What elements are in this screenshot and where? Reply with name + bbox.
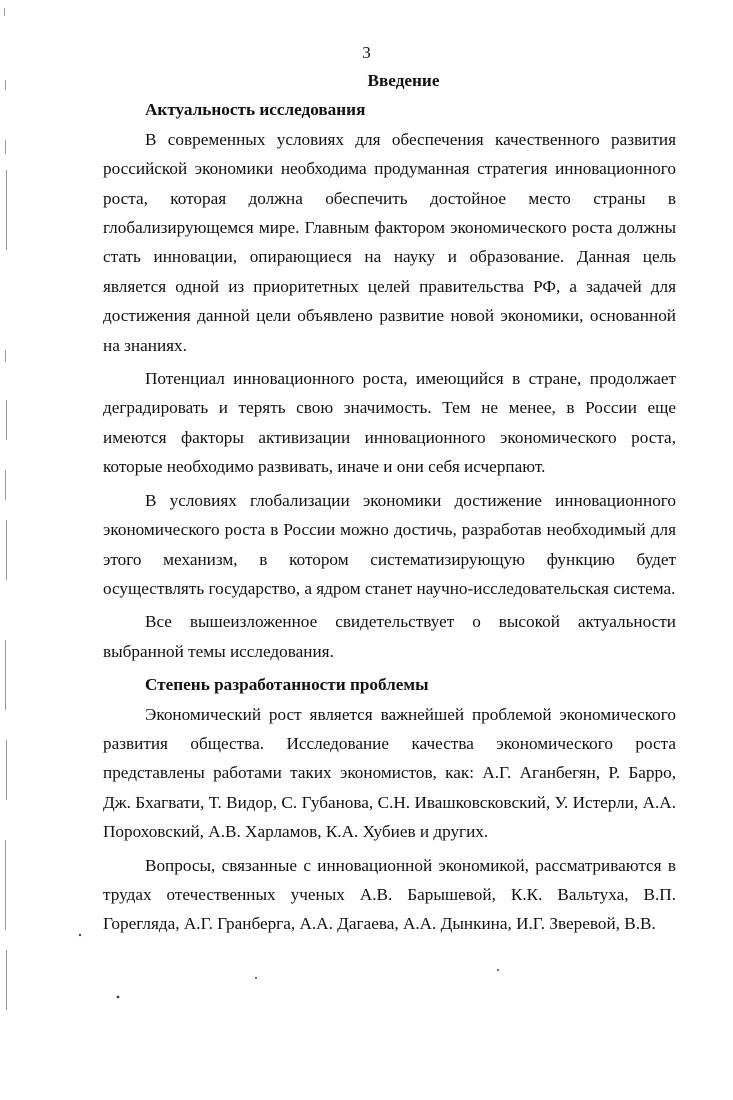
paragraph: Все вышеизложенное свидетельствует о высокой актуальности выбранной темы исследования.: [103, 612, 676, 661]
paragraph: Потенциал инновационного роста, имеющийся в стране, продолжает деградировать и терять свою значимость. Тем не менее, в России еще имеются факторы активизации инновационного экономического роста, которые необходимо развивать, иначе и они себя исчерпают.: [103, 369, 676, 477]
paragraph: В современных условиях для обеспечения качественного развития российской экономики необходима продуманная стратегия инновационного роста, которая должна обеспечить достойное место страны в глобализирующемся мире. Главным фактором экономического роста должны стать инновации, опирающиеся на науку и образование. Данная цель является одной из приоритетных целей правительства РФ, а задачей для достижения данной цели объявлено развитие новой экономики, основанной на знаниях.: [103, 129, 676, 355]
page-number: 3: [362, 43, 371, 62]
relevance-heading: Актуальность исследования: [145, 100, 366, 120]
paragraph: Экономический рост является важнейшей проблемой экономического развития общества. Исследование качества экономического роста представлены работами таких экономистов, как: А.Г. Аганбегян, Р. Барро, Дж. Бхагвати, Т. Видор, С. Губанова, С.Н. Ивашковсковский, У. Истерли, А.А. Пороховский, А.В. Харламов, К.А. Хубиев и других.: [103, 704, 676, 842]
paragraph: В условиях глобализации экономики достижение инновационного экономического роста в России можно достичь, разработав необходимый для этого механизм, в котором систематизирующую функцию будет осуществлять государство, а ядром станет научно-исследовательская система.: [103, 490, 676, 598]
introduction-heading: Введение: [367, 71, 440, 90]
paragraph: Вопросы, связанные с инновационной экономикой, рассматриваются в трудах отечественных ученых А.В. Барышевой, К.К. Вальтуха, В.П. Горегляда, А.Г. Гранберга, А.А. Дагаева, А.А. Дынкина, И.Г. Зверевой, В.В.: [103, 855, 676, 934]
page-content: [103, 66, 676, 943]
problem-development-heading: Степень разработанности проблемы: [145, 675, 429, 695]
